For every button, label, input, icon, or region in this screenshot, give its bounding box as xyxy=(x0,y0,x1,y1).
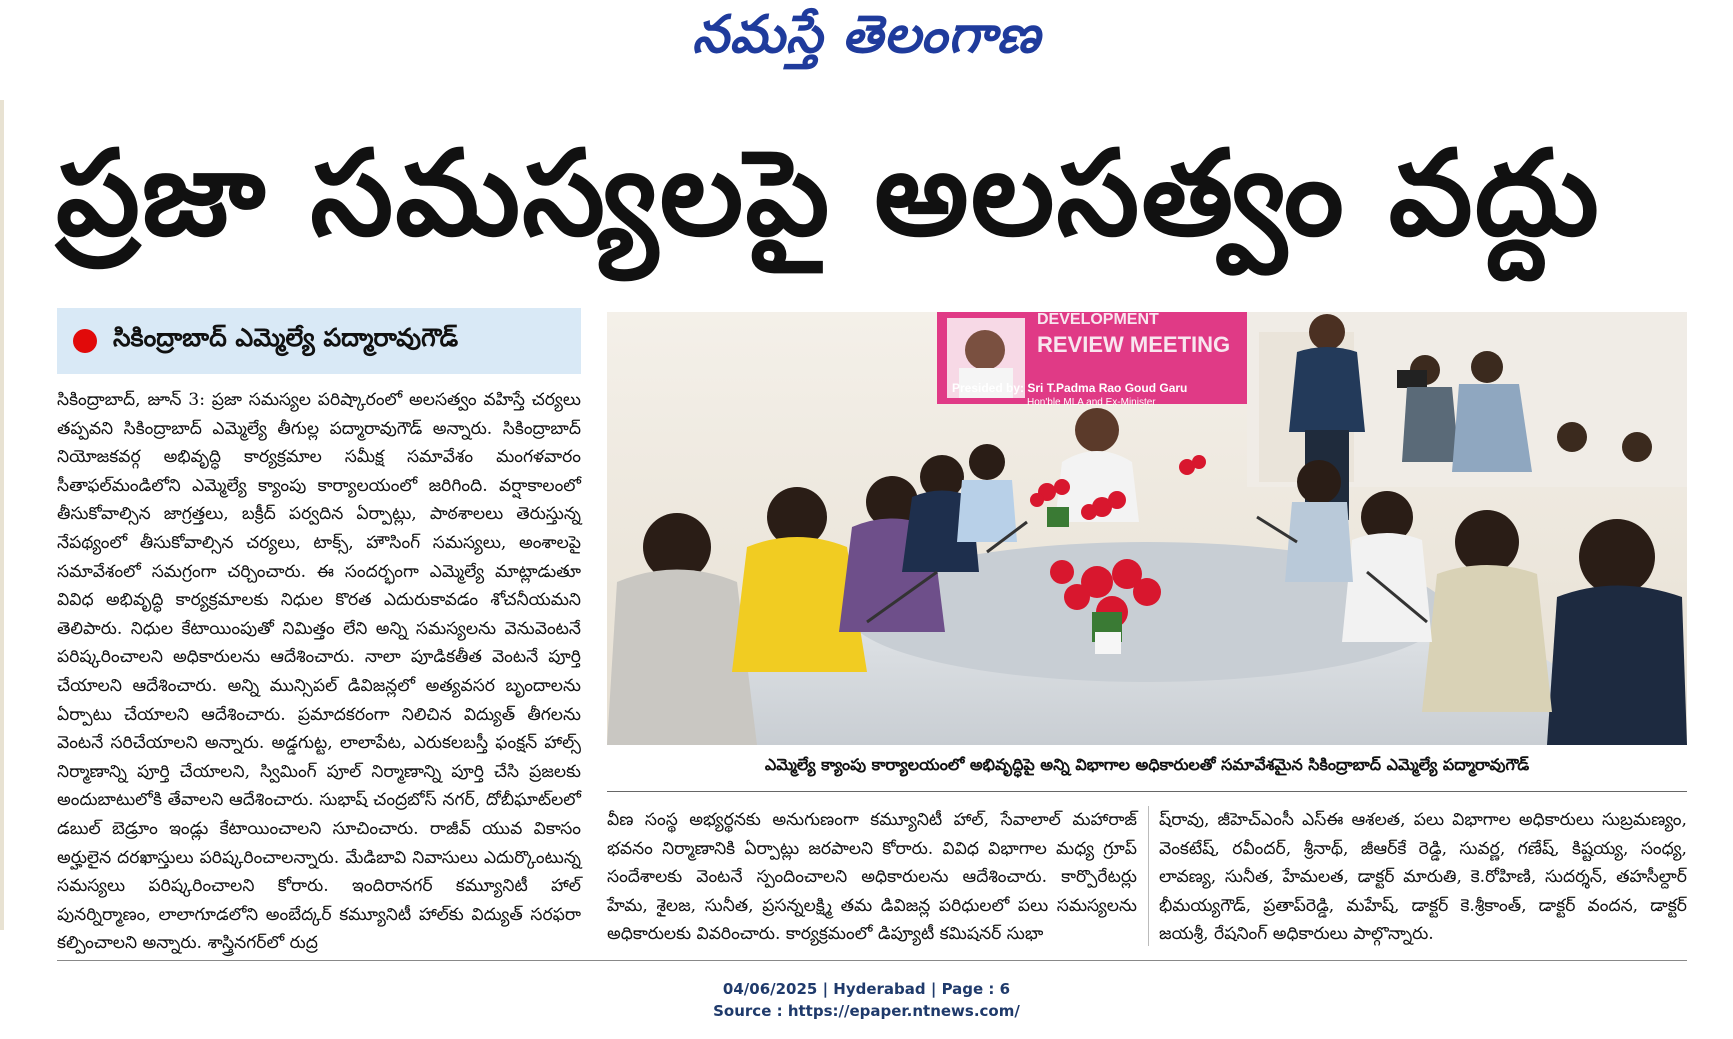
article-column-1: సికింద్రాబాద్, జూన్ 3: ప్రజా సమస్యల పరిష్కారంలో అలసత్వం వహిస్తే చర్యలు తప్పవని సికింద్రాబాద్ ఎమ్మెల్యే తీగుల్ల పద్మారావుగౌడ్ అన్నారు. సికింద్రాబాద్ నియోజకవర్గ అభివృద్ధి కార్యక్రమాల సమీక్ష సమావేశం మంగళవారం సీతాఫల్‌మండిలోని ఎమ్మెల్యే క్యాంపు కార్యాలయంలో జరిగింది. వర్షాకాలంలో తీసుకోవాల్సిన జాగ్రత్తలు, బక్రీద్ పర్వదిన ఏర్పాట్లు, పాఠశాలలు తెరుస్తున్న నేపథ్యంలో తీసుకోవాల్సిన చర్యలు, టాక్స్, హౌసింగ్ సమస్యలు, అంశాలపై సమావేశంలో సమగ్రంగా చర్చించారు. ఈ సందర్భంగా ఎమ్మెల్యే మాట్లాడుతూ వివిధ అభివృద్ధి కార్యక్రమాలకు నిధుల కొరత ఎదురుకావడం శోచనీయమని తెలిపారు. నిధుల కేటాయింపుతో నిమిత్తం లేని అన్ని సమస్యలను వెనువెంటనే పరిష్కరించాలని అధికారులను ఆదేశించారు. నాలా పూడికతీత వెంటనే పూర్తి చేయాలని ఆదేశించారు. అన్ని మున్సిపల్ డివిజన్లలో అత్యవసర బృందాలను ఏర్పాటు చేయాలని ఆదేశించారు. ప్రమాదకరంగా నిలిచిన విద్యుత్ తీగలను వెంటనే సరిచేయాలని అన్నారు. అడ్డగుట్ట, లాలాపేట, ఎరుకలబస్తీ ఫంక్షన్ హాల్స్ నిర్మాణాన్ని పూర్తి చేయాలని, స్విమింగ్ పూల్ నిర్మాణాన్ని పూర్తి చేసి ప్రజలకు అందుబాటులోకి తేవాలని ఆదేశించారు. సుభాష్ చంద్రబోస్ నగర్, దోబీఘాట్‌లలో డబుల్ బెడ్రూం ఇండ్లు కేటాయించాలని సూచించారు. రాజీవ్ యువ వికాసం అర్హులైన దరఖాస్తులు పరిష్కరించాలన్నారు. మేడిబావి నివాసులు ఎదుర్కొంటున్న సమస్యలు పరిష్కరించాలని కోరారు. ఇందిరానగర్ కమ్యూనిటీ హాల్ పునర్నిర్మాణం, లాలాగూడలోని అంబేద్కర్ కమ్యూనిటీ హాల్‌కు విద్యుత్ సరఫరా కల్పించాలని అన్నారు. శాస్త్రినగర్‌లో రుద్ర xyxy=(57,390,581,954)
red-dot-icon xyxy=(73,329,97,353)
article-byline xyxy=(57,308,581,374)
article-headline: ప్రజా సమస్యలపై అలసత్వం వద్దు xyxy=(56,124,1601,262)
article-column-3: ష్‌రావు, జీహెచ్‌ఎంసీ ఎస్‌ఈ ఆశలత, పలు విభాగాల అధికారులు సుబ్రమణ్యం, వెంకటేష్, రవీందర్, శ్రీనాథ్, జీఆర్‌కే రెడ్డి, సువర్ణ, గణేష్, కిష్టయ్య, సంధ్య, లావణ్య, సునీత, హేమలత, డాక్టర్ మారుతి, కె.రోహిణి, సుదర్శన్, తహసీల్దార్ భీమయ్యగౌడ్, ప్రతాప్‌రెడ్డి, మహేష్, డాక్టర్ కె.శ్రీకాంత్, డాక్టర్ వందన, డాక్టర్ జయశ్రీ, రేషనింగ్ అధికారులు పాల్గొన్నారు. xyxy=(1159,810,1687,944)
banner-line-1: DEVELOPMENT xyxy=(1037,311,1159,328)
column-divider xyxy=(1148,806,1149,946)
banner-line-2: REVIEW MEETING xyxy=(1037,332,1231,357)
banner-line-4: Hon'ble MLA and Ex-Minister xyxy=(1027,397,1156,408)
footer-rule xyxy=(57,960,1687,961)
meeting-photo-illustration xyxy=(607,312,1687,745)
newspaper-masthead: నమస్తే తెలంగాణ xyxy=(692,4,1041,65)
banner-line-3: Presided by: Sri T.Padma Rao Goud Garu xyxy=(952,381,1188,395)
byline-text: సికింద్రాబాద్ ఎమ్మెల్యే పద్మారావుగౌడ్ xyxy=(113,323,459,352)
page-footer xyxy=(0,978,1733,1022)
footer-date-line: 04/06/2025 | Hyderabad | Page : 6 xyxy=(722,980,1011,998)
page-edge-strip xyxy=(0,100,4,930)
footer-source-line: Source : https://epaper.ntnews.com/ xyxy=(713,1002,1020,1020)
caption-rule xyxy=(607,791,1687,792)
meeting-photo xyxy=(607,312,1687,745)
photo-caption: ఎమ్మెల్యే క్యాంపు కార్యాలయంలో అభివృద్ధిపై అన్ని విభాగాల అధికారులతో సమావేశమైన సికింద్రాబాద్ ఎమ్మెల్యే పద్మారావుగౌడ్ xyxy=(764,755,1530,774)
article-column-2: వీణ సంస్థ అభ్యర్థనకు అనుగుణంగా కమ్యూనిటీ హాల్, సేవాలాల్ మహారాజ్ భవనం నిర్మాణానికి ఏర్పాట్లు జరపాలని కోరారు. వివిధ విభాగాల మధ్య గ్రూప్ సందేశాలకు వెంటనే స్పందించాలని అధికారులను ఆదేశించారు. కార్పొరేటర్లు హేమ, శైలజ, సునీత, ప్రసన్నలక్ష్మి తమ డివిజన్ల పరిధులలో పలు సమస్యలను అధికారులకు వివరించారు. కార్యక్రమంలో డిప్యూటీ కమిషనర్ సుభా xyxy=(607,810,1137,944)
